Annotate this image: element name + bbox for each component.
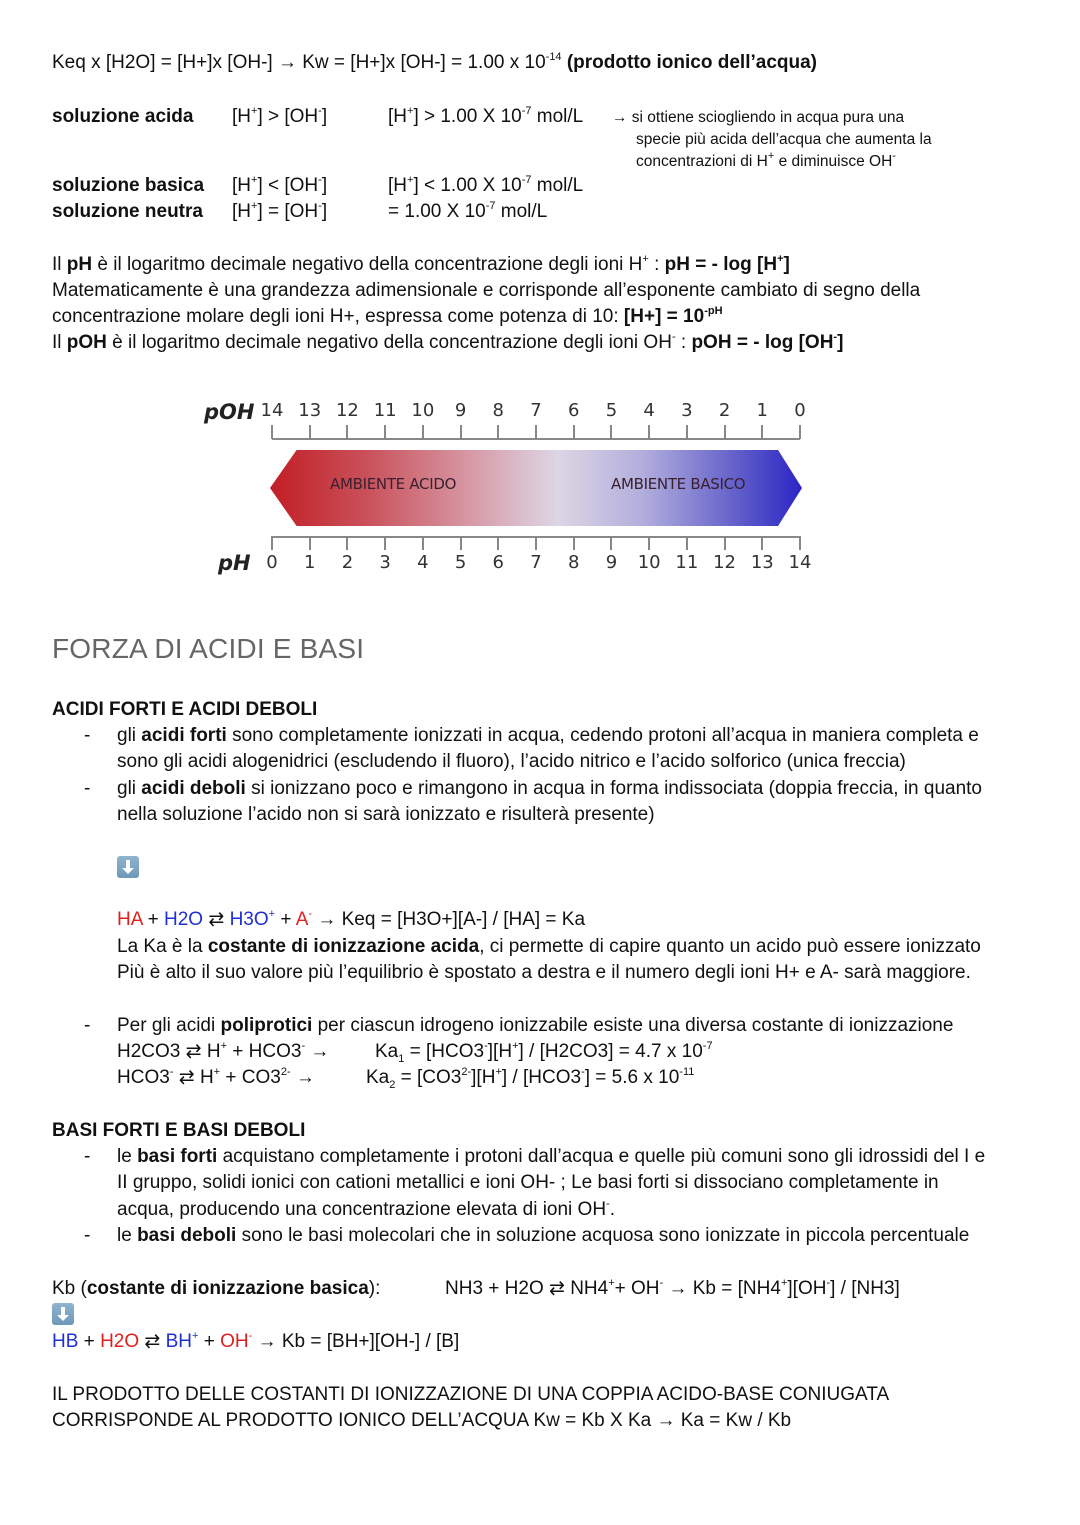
ph-tick-mark: [460, 536, 462, 550]
poh-tick-label: 6: [567, 400, 580, 421]
ph-tick-label: 10: [637, 552, 661, 573]
poh-tick-mark: [422, 425, 424, 439]
ph-tick-mark: [346, 536, 348, 550]
poh-tick-label: 9: [454, 400, 467, 421]
kb-definition: Kb (costante di ionizzazione basica):: [52, 1278, 381, 1299]
acids-heading: ACIDI FORTI E ACIDI DEBOLI: [52, 699, 318, 720]
strong-bases-bullet: le basi forti acquistano completamente i protoni dall’acqua e quelle più comuni sono gli idrossidi del I e: [117, 1146, 986, 1167]
poh-tick-mark: [535, 425, 537, 439]
bullet-dash: -: [84, 1146, 91, 1167]
arrow-down-emoji-icon: [117, 856, 139, 878]
arrow-down-emoji-icon: [52, 1303, 74, 1325]
ph-scale-figure: [200, 395, 820, 585]
poh-tick-mark: [799, 425, 801, 439]
weak-acids-bullet-cont: nella soluzione l’acido non si sarà ionizzato e risulterà presente): [117, 804, 655, 825]
strong-bases-bullet-cont-1: II gruppo, solidi ionici con cationi metallici e ioni OH- ; Le basi forti si dissociano completamente in: [117, 1172, 939, 1193]
ph-tick-mark: [724, 536, 726, 550]
poh-tick-mark: [573, 425, 575, 439]
acid-note-line-2: specie più acida dell’acqua che aumenta la: [636, 131, 932, 148]
ph-power-line: concentrazione molare degli ioni H+, espressa come potenza di 10: $[H+] = 10^{-pH}$: [52, 304, 723, 327]
bullet-dash: -: [84, 725, 91, 746]
poh-tick-mark: [648, 425, 650, 439]
polyprotic-eq-2-left: HCO3- ⇄ $H^+ + CO3^{2-}$ →: [117, 1065, 315, 1088]
concentration: [H+] > 1.00 X $10^{-7}$ mol/L: [388, 104, 584, 127]
acid-ionization-equation: HA + H2O ⇄ H3O+ + A- → Keq = [H3O+][A-] / [HA] = Ka: [117, 907, 586, 930]
ph-tick-mark: [799, 536, 801, 550]
ph-tick-label: 11: [675, 552, 699, 573]
conclusion-line-2: CORRISPONDE AL PRODOTTO IONICO DELL’ACQUA Kw = Kb X Ka → Ka = Kw / Kb: [52, 1410, 792, 1431]
relation: [H+] > [OH-]: [232, 104, 328, 127]
poh-tick-mark: [761, 425, 763, 439]
poh-tick-label: 3: [681, 400, 693, 421]
solution-neutral-row: soluzione neutra [H+] = [OH-] = 1.00 X $10^{-7}$ mol/L: [52, 199, 548, 222]
base-zone-label: AMBIENTE BASICO: [611, 475, 746, 493]
ph-tick-mark: [271, 536, 273, 550]
ph-tick-label: 5: [454, 552, 467, 573]
ph-tick-mark: [497, 536, 499, 550]
acid-note-line-3: concentrazioni di H+ e diminuisce OH-: [636, 149, 896, 170]
poh-tick-mark: [384, 425, 386, 439]
ph-tick-mark: [422, 536, 424, 550]
polyprotic-eq-1-right: $Ka_1 = [HCO3^-][H^+] / [H2CO3] = 4.7$ x $10^{-7}$: [375, 1039, 713, 1065]
poh-tick-label: 7: [530, 400, 542, 421]
polyprotic-bullet: Per gli acidi poliprotici per ciascun idrogeno ionizzabile esiste una diversa costante di ionizzazione: [117, 1015, 954, 1036]
ph-tick-label: 7: [530, 552, 542, 573]
poh-tick-label: 4: [643, 400, 655, 421]
poh-tick-label: 5: [605, 400, 618, 421]
poh-tick-label: 14: [260, 400, 284, 421]
ph-definition-line: Il pH è il logaritmo decimale negativo della concentrazione degli ioni H+ : pH = - log [H+]: [52, 252, 790, 275]
solution-basic-row: soluzione basica [H+] < [OH-] [H+] < 1.00 X $10^{-7}$ mol/L: [52, 173, 584, 196]
polyprotic-eq-2-right: $Ka_2 = [CO3^{2-}][H^+] / [HCO3^-] = 5.6$ x $10^{-11}$: [366, 1065, 695, 1091]
poh-tick-label: 13: [298, 400, 322, 421]
poh-tick-mark: [724, 425, 726, 439]
weak-acids-bullet: gli acidi deboli si ionizzano poco e rimangono in acqua in forma indissociata (doppia freccia, in quanto: [117, 778, 982, 799]
ph-tick-mark: [573, 536, 575, 550]
ph-tick-mark: [309, 536, 311, 550]
ph-tick-label: 3: [379, 552, 391, 573]
ph-tick-mark: [384, 536, 386, 550]
ph-tick-mark: [648, 536, 650, 550]
ka-definition: La Ka è la costante di ionizzazione acida, ci permette di capire quanto un acido può essere ionizzato: [117, 936, 981, 957]
bullet-dash: -: [84, 1225, 91, 1246]
section-title: FORZA DI ACIDI E BASI: [52, 633, 365, 664]
poh-tick-label: 2: [718, 400, 731, 421]
ph-tick-label: 14: [788, 552, 812, 573]
poh-tick-label: 0: [794, 400, 806, 421]
poh-tick-mark: [271, 425, 273, 439]
poh-tick-mark: [686, 425, 688, 439]
poh-tick-label: 11: [373, 400, 397, 421]
ph-tick-mark: [535, 536, 537, 550]
bullet-dash: -: [84, 1015, 91, 1036]
poh-tick-mark: [460, 425, 462, 439]
ph-tick-mark: [761, 536, 763, 550]
ka-explanation: Più è alto il suo valore più l’equilibrio è spostato a destra e il numero degli ioni H+ e A- sarà maggiore.: [117, 962, 971, 983]
strong-acids-bullet: gli acidi forti sono completamente ionizzati in acqua, cedendo protoni all’acqua in maniera completa e: [117, 725, 979, 746]
solution-acid-row: soluzione acida [H+] > [OH-] [H+] > 1.00 X $10^{-7}$ mol/L: [52, 104, 1052, 130]
base-ionization-equation: HB + H2O ⇄ BH+ + OH- → Kb = [BH+][OH-] / [B]: [52, 1329, 460, 1352]
ph-tick-label: 1: [303, 552, 316, 573]
ph-axis-label: pH: [218, 551, 251, 575]
acid-note-line-1: → si ottiene sciogliendo in acqua pura una: [612, 109, 905, 126]
strong-bases-bullet-cont-2: acqua, producendo una concentrazione elevata di ioni OH-.: [117, 1197, 616, 1220]
polyprotic-eq-1-left: H2CO3 ⇄ H+ + HCO3- →: [117, 1039, 330, 1062]
ph-tick-mark: [686, 536, 688, 550]
poh-tick-mark: [497, 425, 499, 439]
poh-tick-label: 10: [411, 400, 435, 421]
ph-tick-label: 0: [266, 552, 278, 573]
bullet-dash: -: [84, 778, 91, 799]
conclusion-line-1: IL PRODOTTO DELLE COSTANTI DI IONIZZAZIONE DI UNA COPPIA ACIDO-BASE CONIUGATA: [52, 1384, 890, 1405]
kw-equation: Keq x [H2O] = [H+]x [OH-] → Kw = [H+]x [OH-] = 1.00 x $10^{-14}$ (prodotto ionico dell’acqua): [52, 50, 817, 73]
ph-tick-label: 9: [605, 552, 618, 573]
poh-tick-mark: [346, 425, 348, 439]
acid-zone-label: AMBIENTE ACIDO: [330, 475, 457, 493]
ph-tick-label: 6: [492, 552, 505, 573]
poh-definition-line: Il pOH è il logaritmo decimale negativo della concentrazione degli ioni OH- : pOH = - log [OH-]: [52, 330, 844, 353]
ammonia-equation: NH3 + H2O ⇄ NH4++ OH- → Kb = [NH4+][OH-] / [NH3]: [445, 1276, 900, 1299]
ph-tick-label: 2: [341, 552, 354, 573]
poh-tick-mark: [610, 425, 612, 439]
ph-tick-label: 12: [713, 552, 737, 573]
strong-acids-bullet-cont: sono gli acidi alogenidrici (escludendo il fluoro), l’acido nitrico e l’acido solforico (unica freccia): [117, 751, 906, 772]
bases-heading: BASI FORTI E BASI DEBOLI: [52, 1120, 306, 1141]
poh-tick-label: 8: [492, 400, 505, 421]
poh-tick-mark: [309, 425, 311, 439]
poh-tick-label: 1: [756, 400, 769, 421]
ph-tick-mark: [610, 536, 612, 550]
poh-axis-label: pOH: [204, 400, 255, 424]
ph-tick-label: 13: [750, 552, 774, 573]
ph-explanation-line: Matematicamente è una grandezza adimensionale e corrisponde all’esponente cambiato di segno della: [52, 280, 921, 301]
poh-tick-label: 12: [335, 400, 359, 421]
weak-bases-bullet: le basi deboli sono le basi molecolari che in soluzione acquosa sono ionizzate in piccola percentuale: [117, 1225, 970, 1246]
ph-tick-label: 8: [567, 552, 580, 573]
ph-tick-label: 4: [417, 552, 429, 573]
